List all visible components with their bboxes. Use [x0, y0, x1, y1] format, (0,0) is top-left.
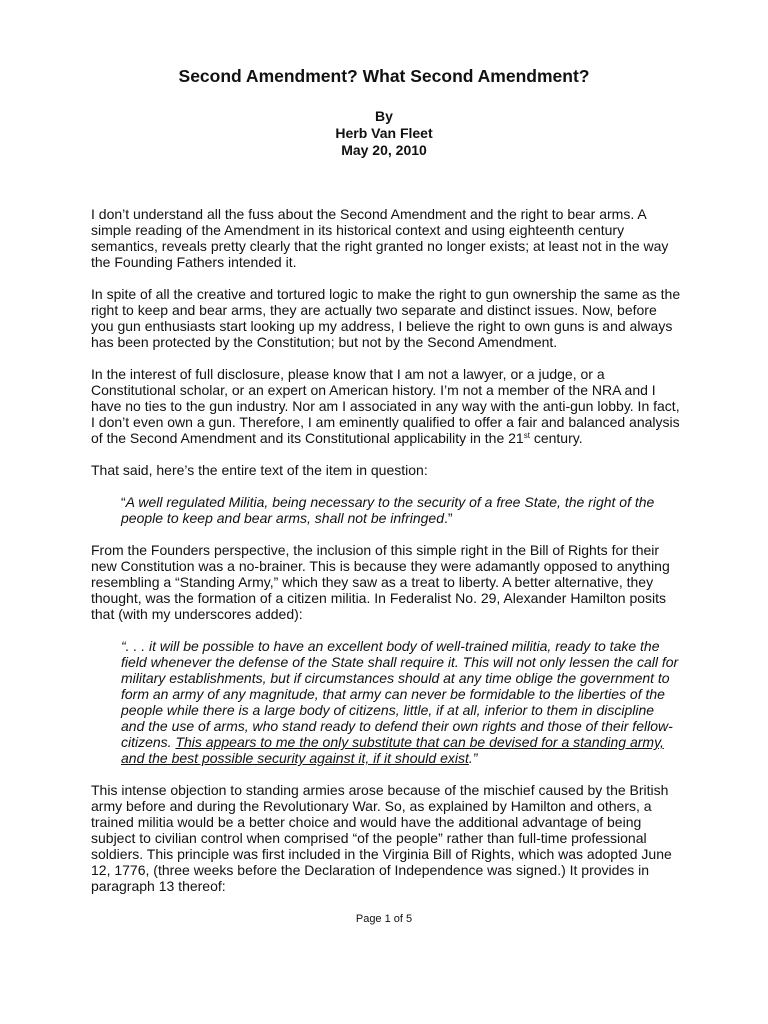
paragraph-3-text: In the interest of full disclosure, please know that I am not a lawyer, or a judge, or a Constitutional scholar, or an expert on American history. I’m not a member of the NRA and I have no ties to the gun industry. Nor am I associated in any way with the anti-gun lobby. In fact, I don’t even own a gun. Therefore, I am eminently qualified to offer a fair and balanced analysis of the Second Amendment and its Constitutional applicability in the 21: [91, 366, 680, 446]
hamilton-quote-text: “. . . it will be possible to have an excellent body of well-trained militia, ready to take the field whenever the defense of the State shall require it. This will not only lessen the call for military establishments, but if circumstances should at any time oblige the government to form an army of any magnitude, that army can never be formidable to the liberties of the people while there is a large body of citizens, little, if at all, inferior to them in discipline and the use of arms, who stand ready to defend their own rights and those of their fellow-citizens.: [121, 638, 679, 750]
paragraph-1: I don’t understand all the fuss about the Second Amendment and the right to bear arms. A simple reading of the Amendment in its historical context and using eighteenth century semantics, reveals pretty clearly that the right granted no longer exists; at least not in the way the Founding Fathers intended it.: [91, 206, 669, 270]
hamilton-quote: [121, 638, 681, 766]
document-body: [91, 206, 681, 910]
page-number: Page 1 of 5: [355, 913, 413, 925]
byline-author: Herb Van Fleet: [335, 125, 433, 141]
paragraph-3: [91, 366, 681, 446]
hamilton-quote-close: .”: [468, 750, 478, 766]
paragraph-6: This intense objection to standing armies arose because of the mischief caused by the British army before and during the Revolutionary War. So, as explained by Hamilton and others, a trained militia would be a better choice and would have the additional advantage of being subject to civilian control when comprised “of the people” rather than full-time professional soldiers. This principle was first included in the Virginia Bill of Rights, which was adopted June 12, 1776, (three weeks before the Declaration of Independence was signed.) It provides in paragraph 13 thereof:: [91, 782, 672, 894]
ordinal-superscript: st: [523, 431, 530, 440]
paragraph-5: From the Founders perspective, the inclusion of this simple right in the Bill of Rights for their new Constitution was a no-brainer. This is because they were adamantly opposed to anything resembling a “Standing Army,” which they saw as a treat to liberty. A better alternative, they thought, was the formation of a citizen militia. In Federalist No. 29, Alexander Hamilton posits that (with my underscores added):: [91, 542, 670, 622]
byline: [0, 108, 768, 159]
amendment-quote-open: “: [121, 494, 126, 510]
paragraph-2: In spite of all the creative and tortured logic to make the right to gun ownership the same as the right to keep and bear arms, they are actually two separate and distinct issues. Now, before you gun enthusiasts start looking up my address, I believe the right to own guns is and always has been protected by the Constitution; but not by the Second Amendment.: [91, 286, 681, 350]
paragraph-4: That said, here’s the entire text of the item in question:: [91, 462, 428, 478]
hamilton-quote-underlined: This appears to me the only substitute that can be devised for a standing army, and the best possible security against it, if it should exist: [121, 734, 664, 766]
amendment-quote-text: A well regulated Militia, being necessary to the security of a free State, the right of the people to keep and bear arms, shall not be infringed: [121, 494, 655, 526]
amendment-quote-close: .”: [444, 510, 453, 526]
byline-date: May 20, 2010: [341, 142, 427, 158]
document-title: Second Amendment? What Second Amendment?: [178, 66, 590, 86]
paragraph-3-tail: century.: [529, 430, 583, 446]
amendment-quote: [121, 494, 681, 526]
byline-by: By: [375, 108, 393, 124]
